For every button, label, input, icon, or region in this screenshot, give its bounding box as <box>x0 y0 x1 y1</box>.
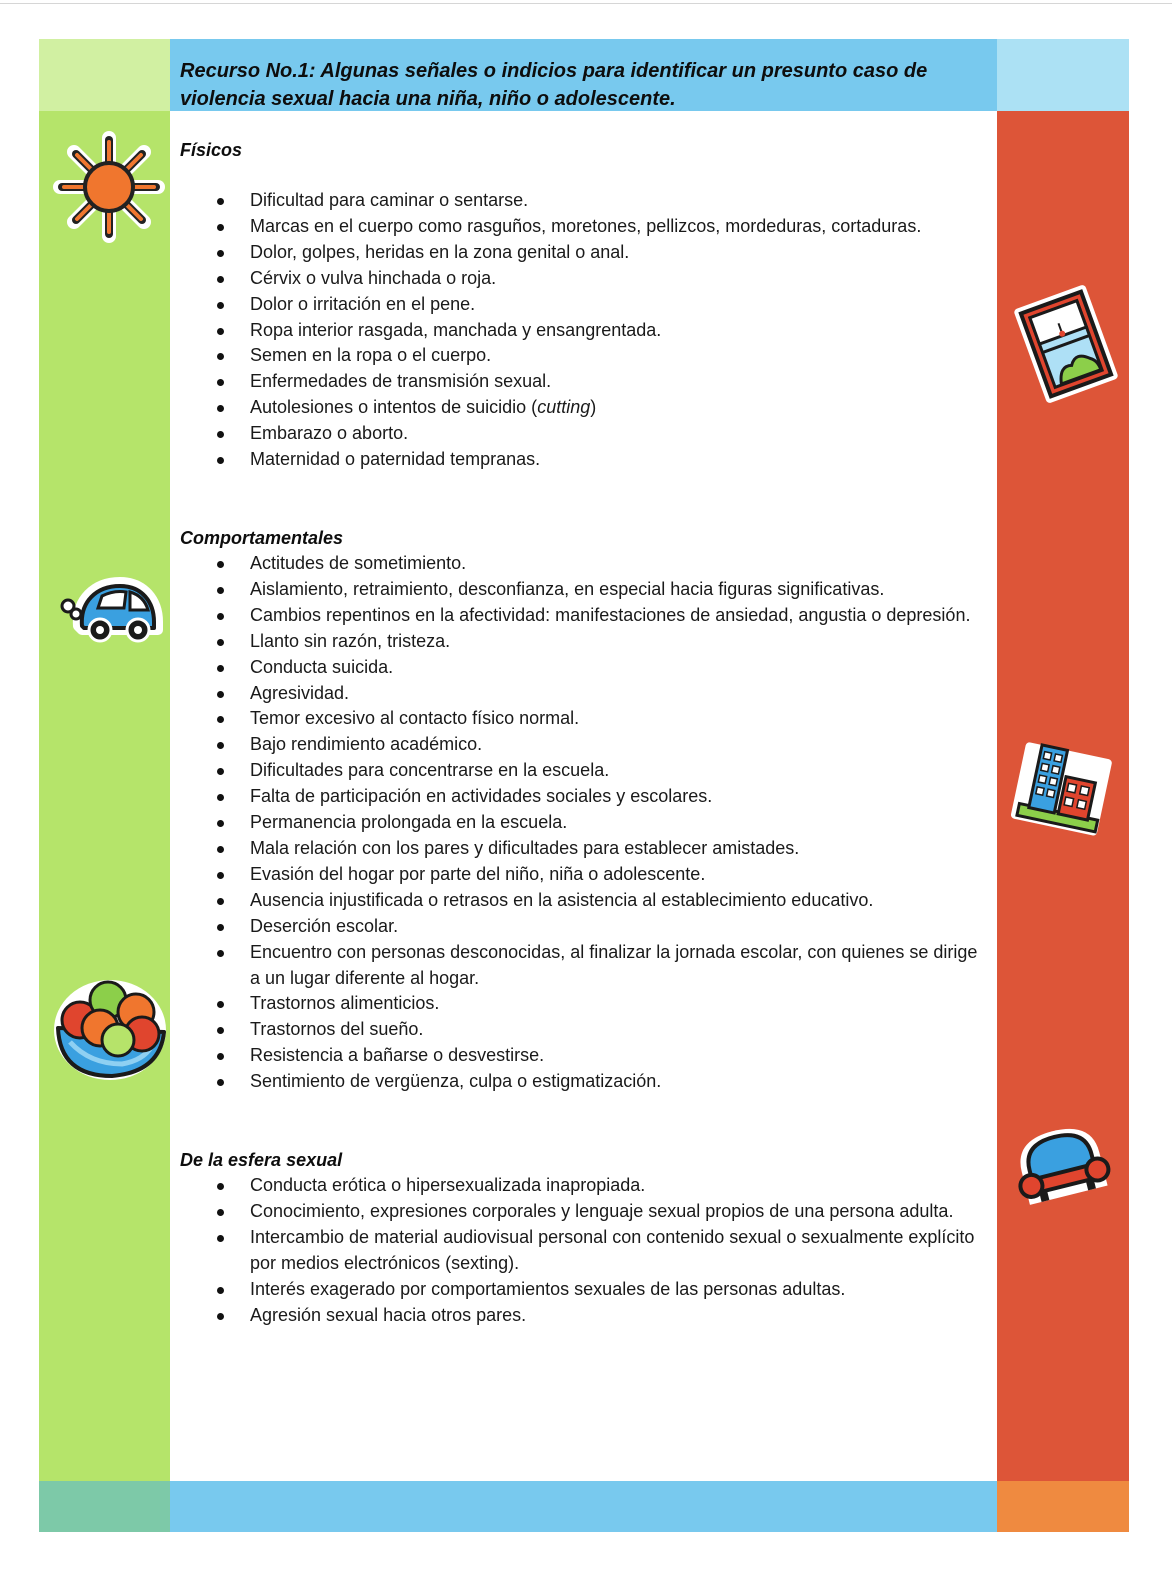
list-item: Ropa interior rasgada, manchada y ensangrentada. <box>180 318 980 344</box>
list-item: Agresividad. <box>180 681 980 707</box>
list-comportamentales <box>180 551 980 1095</box>
list-item: Dificultades para concentrarse en la escuela. <box>180 758 980 784</box>
section-heading: Físicos <box>180 140 243 160</box>
list-item: Dificultad para caminar o sentarse. <box>180 188 980 214</box>
building-icon <box>1010 730 1114 842</box>
window-icon <box>1008 282 1124 406</box>
list-item: Autolesiones o intentos de suicidio (cutting) <box>180 395 980 421</box>
list-item: Trastornos del sueño. <box>180 1017 980 1043</box>
list-item: Sentimiento de vergüenza, culpa o estigmatización. <box>180 1069 980 1095</box>
list-item: Intercambio de material audiovisual personal con contenido sexual o sexualmente explícito por medios electrónicos (sexting). <box>180 1225 980 1277</box>
list-item: Enfermedades de transmisión sexual. <box>180 369 980 395</box>
list-fisicos <box>180 188 980 473</box>
fruit-bowl-icon <box>50 972 170 1084</box>
list-item: Conducta suicida. <box>180 655 980 681</box>
frame-bottom-right <box>997 1481 1129 1532</box>
page-title: Recurso No.1: Algunas señales o indicios para identificar un presunto caso de violencia sexual hacia una niña, niño o adolescente. <box>180 60 928 110</box>
frame-bottom-left <box>39 1481 170 1532</box>
list-item: Permanencia prolongada en la escuela. <box>180 810 980 836</box>
list-item: Semen en la ropa o el cuerpo. <box>180 343 980 369</box>
section-heading: De la esfera sexual <box>180 1150 343 1170</box>
list-item: Ausencia injustificada o retrasos en la asistencia al establecimiento educativo. <box>180 888 980 914</box>
list-item: Falta de participación en actividades sociales y escolares. <box>180 784 980 810</box>
list-item: Resistencia a bañarse o desvestirse. <box>180 1043 980 1069</box>
left-band <box>39 111 170 1481</box>
list-item: Evasión del hogar por parte del niño, niña o adolescente. <box>180 862 980 888</box>
list-item: Llanto sin razón, tristeza. <box>180 629 980 655</box>
list-esfera-sexual <box>180 1173 980 1328</box>
sun-icon <box>52 130 166 244</box>
list-item: Aislamiento, retraimiento, desconfianza, en especial hacia figuras significativas. <box>180 577 980 603</box>
frame-top-left <box>39 39 170 111</box>
frame-top-right <box>997 39 1129 111</box>
section-heading: Comportamentales <box>180 528 344 548</box>
section-esfera-sexual <box>180 1147 980 1328</box>
list-item: Temor excesivo al contacto físico normal. <box>180 706 980 732</box>
list-item: Conducta erótica o hipersexualizada inapropiada. <box>180 1173 980 1199</box>
emphasis-text: cutting <box>537 397 591 418</box>
list-item: Agresión sexual hacia otros pares. <box>180 1303 980 1329</box>
list-item: Cérvix o vulva hinchada o roja. <box>180 266 980 292</box>
page-top-rule <box>0 3 1172 4</box>
section-comportamentales <box>180 525 980 1095</box>
car-icon <box>54 574 164 648</box>
list-item: Conocimiento, expresiones corporales y lenguaje sexual propios de una persona adulta. <box>180 1199 980 1225</box>
footer-band <box>170 1481 997 1532</box>
list-item: Encuentro con personas desconocidas, al finalizar la jornada escolar, con quienes se dirige a un lugar diferente al hogar. <box>180 940 980 992</box>
list-item: Mala relación con los pares y dificultades para establecer amistades. <box>180 836 980 862</box>
list-item: Dolor, golpes, heridas en la zona genital o anal. <box>180 240 980 266</box>
section-fisicos <box>180 137 980 473</box>
list-item: Maternidad o paternidad tempranas. <box>180 447 980 473</box>
list-item: Deserción escolar. <box>180 914 980 940</box>
list-item: Cambios repentinos en la afectividad: manifestaciones de ansiedad, angustia o depresión. <box>180 603 980 629</box>
list-item: Embarazo o aborto. <box>180 421 980 447</box>
list-item: Dolor o irritación en el pene. <box>180 292 980 318</box>
sofa-icon <box>1012 1122 1112 1214</box>
resource-frame <box>39 39 1129 1532</box>
list-item: Actitudes de sometimiento. <box>180 551 980 577</box>
list-item: Marcas en el cuerpo como rasguños, moretones, pellizcos, mordeduras, cortaduras. <box>180 214 980 240</box>
list-item: Interés exagerado por comportamientos sexuales de las personas adultas. <box>180 1277 980 1303</box>
list-item: Trastornos alimenticios. <box>180 991 980 1017</box>
list-item: Bajo rendimiento académico. <box>180 732 980 758</box>
